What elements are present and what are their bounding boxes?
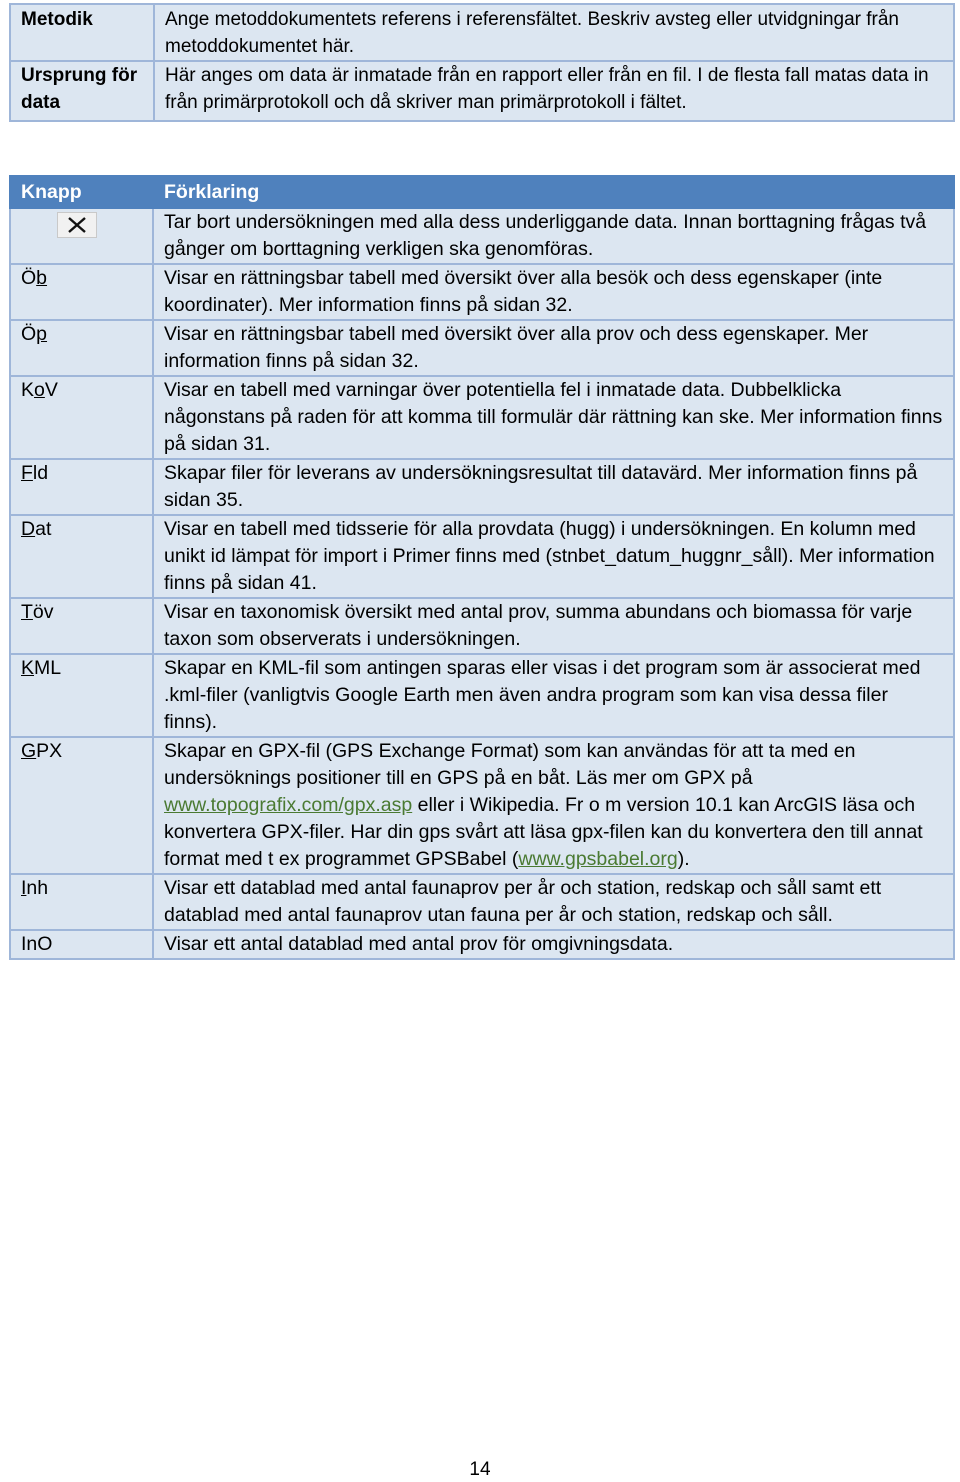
explanation-text: Skapar en GPX-fil (GPS Exchange Format) som kan användas för att ta med en undersöknings positioner till en GPS på en båt. Läs mer om GPX på <box>164 740 856 789</box>
page-number: 14 <box>469 1459 491 1480</box>
row-label: Metodik <box>10 4 154 61</box>
row-text: Här anges om data är inmatade från en rapport eller från en fil. I de flesta fall matas data in från primärprotokoll och då skriver man primärprotokoll i fältet. <box>154 61 954 121</box>
button-explanation-table <box>9 175 955 960</box>
explanation-cell: Visar en tabell med varningar över potentiella fel i inmatade data. Dubbelklicka någonstans på raden för att komma till formulär där rättning kan ske. Mer information finns på sidan 31. <box>153 376 954 459</box>
explanation-cell: Skapar filer för leverans av undersökningsresultat till datavärd. Mer information finns på sidan 35. <box>153 459 954 515</box>
key-text: öv <box>32 601 54 623</box>
key-mnemonic: p <box>36 323 48 345</box>
table-row <box>10 515 954 598</box>
key-mnemonic: T <box>21 601 33 623</box>
gpsbabel-link[interactable]: www.gpsbabel.org <box>518 848 678 870</box>
key-text: ML <box>34 657 62 679</box>
explanation-cell: Visar en rättningsbar tabell med översikt över alla prov och dess egenskaper. Mer information finns på sidan 32. <box>153 320 954 376</box>
key-mnemonic: F <box>21 462 33 484</box>
key-text: Ö <box>21 323 37 345</box>
button-key <box>10 515 153 598</box>
button-key <box>10 459 153 515</box>
key-text: nh <box>26 877 49 899</box>
key-text: PX <box>36 740 63 762</box>
key-mnemonic: G <box>21 740 37 762</box>
explanation-cell: Tar bort undersökningen med alla dess underliggande data. Innan borttagning frågas två gånger om borttagning verkligen ska genomföras. <box>153 208 954 264</box>
table-row <box>10 459 954 515</box>
explanation-cell: Skapar en KML-fil som antingen sparas eller visas i det program som är associerat med .kml-filer (vanligtvis Google Earth men även andra program som kan visa dessa filer finns). <box>153 654 954 737</box>
button-key <box>10 930 153 959</box>
button-key <box>10 598 153 654</box>
explanation-cell: Visar ett antal datablad med antal prov för omgivningsdata. <box>153 930 954 959</box>
method-info-table <box>9 3 955 122</box>
button-key <box>10 654 153 737</box>
button-key <box>10 737 153 874</box>
key-text: ld <box>32 462 49 484</box>
table-row <box>10 737 954 874</box>
key-text: V <box>44 379 58 401</box>
button-key <box>10 264 153 320</box>
table-row <box>10 61 954 121</box>
key-text: K <box>21 379 35 401</box>
button-cell <box>10 208 153 264</box>
key-mnemonic: D <box>21 518 36 540</box>
key-text: InO <box>21 933 53 955</box>
button-key <box>10 320 153 376</box>
row-text: Ange metoddokumentets referens i referensfältet. Beskriv avsteg eller utvidgningar från metoddokumentet här. <box>154 4 954 61</box>
key-text: Ö <box>21 267 37 289</box>
explanation-cell <box>153 737 954 874</box>
key-mnemonic: K <box>21 657 35 679</box>
explanation-text: ). <box>677 848 690 870</box>
table-row <box>10 930 954 959</box>
explanation-cell: Visar en rättningsbar tabell med översikt över alla besök och dess egenskaper (inte koordinater). Mer information finns på sidan 32. <box>153 264 954 320</box>
key-mnemonic: I <box>21 877 27 899</box>
close-icon <box>57 212 97 238</box>
table-row <box>10 874 954 930</box>
table-header-row <box>10 176 954 208</box>
button-key <box>10 874 153 930</box>
table-row <box>10 376 954 459</box>
table-row <box>10 654 954 737</box>
table-row <box>10 320 954 376</box>
key-mnemonic: b <box>36 267 48 289</box>
explanation-cell: Visar ett datablad med antal faunaprov per år och station, redskap och såll samt ett datablad med antal faunaprov utan fauna per år och station, redskap och såll. <box>153 874 954 930</box>
table-row <box>10 598 954 654</box>
table-row <box>10 4 954 61</box>
table-row <box>10 208 954 264</box>
key-text: at <box>35 518 52 540</box>
header-button-column: Knapp <box>10 176 153 208</box>
row-label: Ursprung för data <box>10 61 154 121</box>
key-mnemonic: o <box>34 379 45 401</box>
explanation-text: eller i Wikipedia. Fr o m version 10.1 kan ArcGIS läsa och konvertera GPX-filer. Har din gps svårt att läsa gpx-filen kan du konvertera den till annat format med t ex programmet GPSBabel ( <box>164 794 923 870</box>
button-key <box>10 376 153 459</box>
header-explanation-column: Förklaring <box>153 176 954 208</box>
explanation-cell: Visar en taxonomisk översikt med antal prov, summa abundans och biomassa för varje taxon som observerats i undersökningen. <box>153 598 954 654</box>
explanation-cell: Visar en tabell med tidsserie för alla provdata (hugg) i undersökningen. En kolumn med unikt id lämpat för import i Primer finns med (stnbet_datum_huggnr_såll). Mer information finns på sidan 41. <box>153 515 954 598</box>
topografix-link[interactable]: www.topografix.com/gpx.asp <box>164 794 413 816</box>
table-row <box>10 264 954 320</box>
